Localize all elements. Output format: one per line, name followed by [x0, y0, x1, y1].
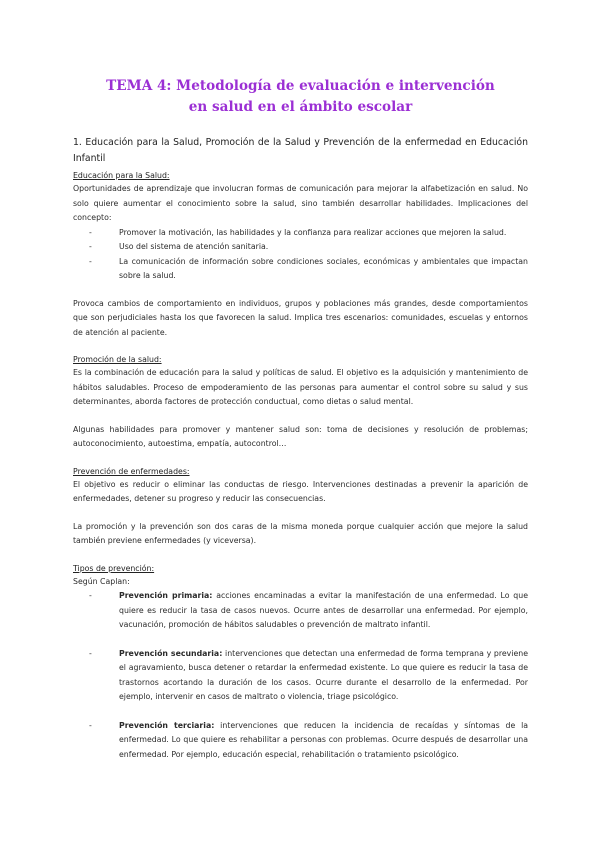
promocion-subtitle: Promoción de la salud: [73, 355, 162, 364]
list-item [89, 589, 528, 633]
prevencion-subtitle: Prevención de enfermedades: [73, 466, 190, 476]
prevencion-secundaria-text: intervenciones que detectan una enfermedad de forma temprana y previene el agravamiento, busca detener o retardar la enfermedad existente. Lo que quiere es reducir la tasa de trastornos acortando la duración de los casos. Ocurre durante el desarrollo de la enfermedad. Por ejemplo, intervenir en casos de maltrato o violencia, triage psicológico. [119, 648, 528, 701]
prevencion-paragraph-2: La promoción y la prevención son dos caras de la misma moneda porque cualquier acción que mejore la salud también previene enfermedades (y viceversa). [73, 521, 528, 545]
educacion-subtitle: Educación para la Salud: [73, 171, 170, 180]
promocion-paragraph-2: Algunas habilidades para promover y mantener salud son: toma de decisiones y resolución de problemas; autoconocimiento, autoestima, empatía, autocontrol… [73, 424, 528, 448]
tipos-subtitle: Tipos de prevención: [73, 563, 155, 573]
list-item: - Uso del sistema de atención sanitaria. [89, 240, 528, 255]
tipos-prevencion-list [73, 589, 528, 762]
educacion-paragraph-1: Oportunidades de aprendizaje que involucran formas de comunicación para mejorar la alfabetización en salud. No solo quiere aumentar el conocimiento sobre la salud, sino también desarrollar habilidades. Implicaciones del concepto: [73, 184, 528, 222]
prevencion-terciaria-text: intervenciones que reducen la incidencia de recaídas y síntomas de la enfermedad. Lo que quiere es rehabilitar a personas con problemas. Ocurre después de desarrollar una enfermedad. Por ejemplo, educación especial, rehabilitación o tratamiento psicológico. [119, 720, 529, 759]
prevencion-primaria-text: acciones encaminadas a evitar la manifestación de una enfermedad. Lo que quiere es reducir la tasa de casos nuevos. Ocurre antes de desarrollar una enfermedad. Por ejemplo, vacunación, promoción de hábitos saludables o prevención de maltrato infantil. [119, 591, 528, 629]
prevencion-secundaria-term: Prevención secundaria: [119, 648, 223, 658]
promocion-paragraph-1: Es la combinación de educación para la salud y políticas de salud. El objetivo es la adquisición y mantenimiento de hábitos saludables. Proceso de empoderamiento de las personas para aumentar el control sobre su salud y sus determinantes, aborda factores de protección conductual, como dietas o salud mental. [73, 368, 528, 406]
section-1-heading: 1. Educación para la Salud, Promoción de la Salud y Prevención de la enfermedad en Educación Infantil [73, 137, 528, 164]
implicaciones-list [73, 226, 528, 284]
document-title [73, 0, 528, 118]
list-item: - Promover la motivación, las habilidades y la confianza para realizar acciones que mejoren la salud. [89, 226, 528, 241]
list-item [89, 647, 528, 705]
list-item: - La comunicación de información sobre condiciones sociales, económicas y ambientales que impactan sobre la salud. [89, 255, 528, 284]
educacion-paragraph-2: Provoca cambios de comportamiento en individuos, grupos y poblaciones más grandes, desde comportamientos que son perjudiciales hasta los que favorecen la salud. Implica tres escenarios: comunidades, escuelas y entornos de atención al paciente. [73, 298, 528, 337]
tipos-intro: Según Caplan: [73, 576, 130, 586]
title-line-2: en salud en el ámbito escolar [188, 99, 413, 115]
prevencion-terciaria-term: Prevención terciaria: [119, 720, 215, 730]
prevencion-primaria-term: Prevención primaria: [119, 591, 213, 600]
title-line-1: TEMA 4: Metodología de evaluación e intervención [106, 78, 495, 94]
list-item [89, 719, 528, 763]
prevencion-paragraph-1: El objetivo es reducir o eliminar las conductas de riesgo. Intervenciones destinadas a prevenir la aparición de enfermedades, detener su progreso y reducir las consecuencias. [73, 479, 528, 503]
